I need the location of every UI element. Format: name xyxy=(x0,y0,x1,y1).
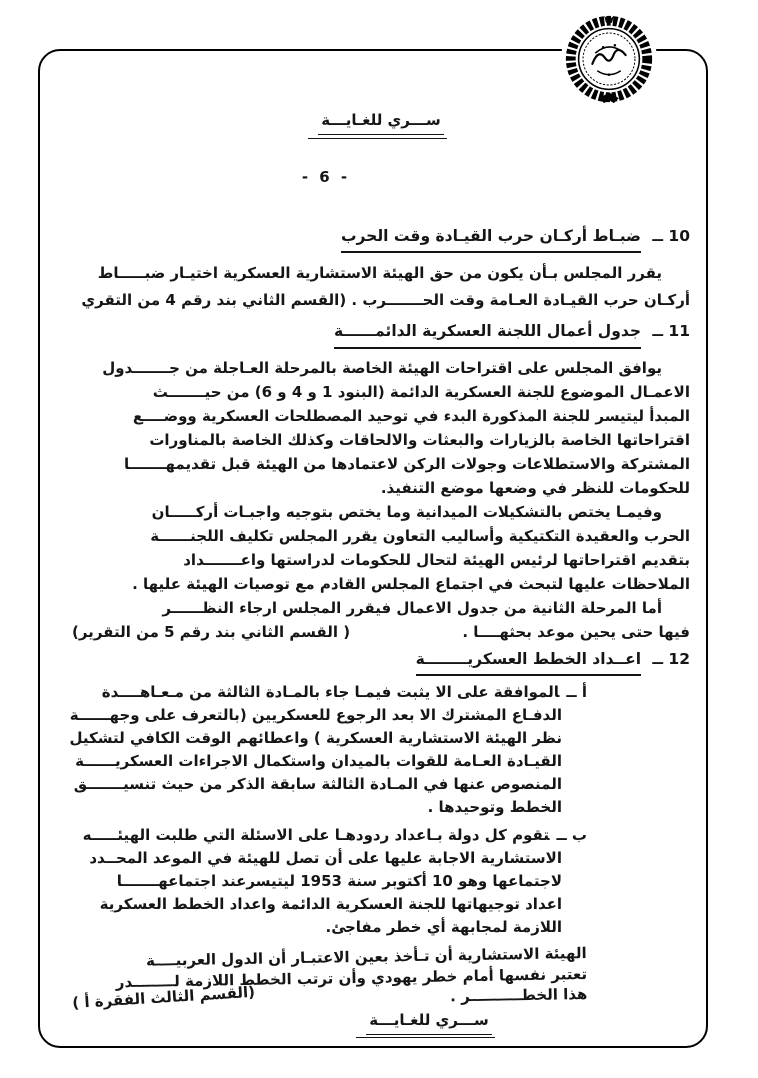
text-line: بتقديم اقتراحاتها لرئيس الهيئة لتحال للحكومات لدراستها واعـــــــداد xyxy=(183,550,690,569)
text-line: القيـادة العـامة للقوات بالميدان واستكمال الاجراءات العسكريــــــة xyxy=(75,752,562,770)
text-line: للحكومات للنظر في وضعها موضع التنفيذ. xyxy=(380,478,690,497)
text-line: الهيئة الاستشارية أن تـأخذ بعين الاعتبـار أن الدول العربيــــة xyxy=(145,944,587,970)
text-line xyxy=(72,824,587,847)
text-line: اعداد توجيهاتها للجنة العسكرية الدائمة واعداد الخطط العسكرية xyxy=(99,895,562,913)
text-line: الملاحظات عليها لتبحث في اجتماع المجلس القادم مع توصيات الهيئة عليها . xyxy=(132,574,690,593)
section-10-heading xyxy=(72,223,690,254)
text-line: الاعمـال الموضوع للجنة العسكرية الدائمة (البنود 1 و 4 و 6) من حيـــــــث xyxy=(152,382,690,401)
arab-league-emblem-icon xyxy=(560,10,658,108)
classification-header xyxy=(72,108,690,139)
text-line: المبدأ ليتيسر للجنة المذكورة البدء في توحيد المصطلحات العسكرية ووضــــع xyxy=(132,406,690,425)
text-line: تقوم كل دولة بـاعداد ردودهـا على الاسئلة التي طلبت الهيئـــــه xyxy=(82,826,550,844)
text-line-with-reference xyxy=(72,620,690,644)
text-line: المنصوص عنها في المـادة الثالثة سابقة الذكر من حيث تنسيـــــــق xyxy=(73,775,562,793)
report-reference: (القسم الثالث الفقرة أ ) xyxy=(71,982,256,1012)
text-line: الخطط وتوحيدها . xyxy=(427,798,562,816)
text-line: تعتبر نفسها أمام خطر يهودي وأن ترتب الخطط اللازمة لــــــــدر xyxy=(115,964,588,991)
item-a xyxy=(69,681,587,819)
item-b-marker: ب ــ xyxy=(556,826,587,844)
text-line: نظر الهيئة الاستشارية العسكرية ) واعطائهم الوقت الكافي لتشكيل xyxy=(69,729,562,747)
text-line: فيها حتى يحين موعد بحثهــــا . xyxy=(462,622,690,641)
text-line: أما المرحلة الثانية من جدول الاعمال فيقرر المجلس ارجاء النظــــــر xyxy=(162,598,662,617)
text-line: وفيمـا يختص بالتشكيلات الميدانية وما يختص بتوجيه واجبـات أركـــــان xyxy=(151,502,662,521)
classification-footer-label: ســـري للغـايـــة xyxy=(366,1008,492,1035)
text-line: الحرب والعقيدة التكتيكية وأساليب التعاون يقرر المجلس تكليف اللجنــــــة xyxy=(150,526,690,545)
section-12-number: 12 ــ xyxy=(652,649,690,668)
section-12-heading xyxy=(72,646,690,677)
item-b xyxy=(72,824,587,939)
text-line: الدفـاع المشترك الا بعد الرجوع للعسكريين (بالتعرف على وجهــــــة xyxy=(69,706,562,724)
text-line: أركـان حرب القيـادة العـامة وقت الحـــــــرب . (القسم الثاني بند رقم 4 من التقري xyxy=(81,291,690,309)
text-line xyxy=(72,681,587,704)
text-line: اللازمة لمجابهة أي خطر مفاجئ. xyxy=(325,918,562,936)
section-12-title: اعــداد الخطط العسكريــــــــة xyxy=(416,646,641,677)
underline-rule xyxy=(308,138,447,139)
text-line: الاستشارية الاجابة عليها على أن تصل للهيئة في الموعد المحــدد xyxy=(89,849,562,867)
classification-footer xyxy=(72,1008,690,1039)
text-line: لاجتماعها وهو 10 أكتوبر سنة 1953 ليتيسرعند اجتماعهـــــــا xyxy=(116,872,562,890)
underline-rule xyxy=(356,1037,495,1038)
text-line: الموافقة على الا يثبت فيمـا جاء بالمـادة الثالثة من مـعـاهــــدة xyxy=(101,683,560,701)
section-11-body xyxy=(72,356,690,644)
section-11-title: جدول أعمال اللجنة العسكرية الدائمــــــة xyxy=(334,318,641,349)
section-10-number: 10 ــ xyxy=(652,226,690,245)
item-a-marker: أ ــ xyxy=(566,683,587,701)
classification-header-label: ســـري للغـايـــة xyxy=(318,108,444,135)
document-content xyxy=(69,108,690,1038)
text-line: هذا الخطــــــــــر . xyxy=(450,984,588,1006)
section-10-title: ضبـاط أركـان حرب القيـادة وقت الحرب xyxy=(341,223,641,254)
report-reference: ( القسم الثاني بند رقم 5 من التقرير) xyxy=(72,622,351,641)
section-11-heading xyxy=(72,318,690,349)
section-11-number: 11 ــ xyxy=(652,322,690,340)
text-line: يوافق المجلس على اقتراحات الهيئة الخاصة بالمرحلة العـاجلة من جـــــــدول xyxy=(102,358,662,377)
page-number: - 6 - xyxy=(301,167,351,186)
closing-paragraph xyxy=(72,943,588,1013)
text-line: اقتراحاتها الخاصة بالزيارات والبعثات والالحاقات وكذلك الخاصة بالمناورات xyxy=(149,430,690,449)
text-line: المشتركة والاستطلاعات وجولات الركن لاعتمادها من الهيئة قبل تقديمهـــــــا xyxy=(123,454,690,473)
text-line: يقرر المجلس بـأن يكون من حق الهيئة الاستشارية العسكرية اختيـار ضبـــــاط xyxy=(97,264,662,282)
section-10-body xyxy=(72,260,690,314)
